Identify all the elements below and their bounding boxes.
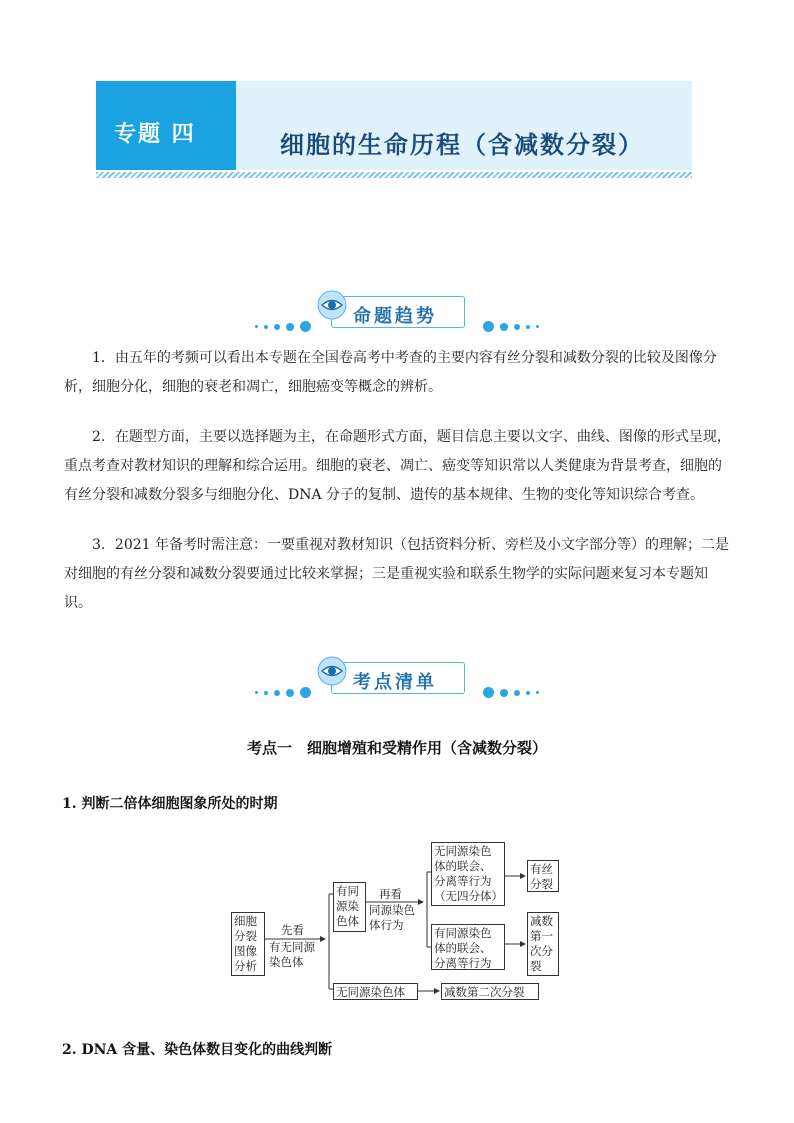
decorative-dots-right <box>483 682 545 701</box>
label-then-look: 再看 <box>379 887 402 901</box>
kaodian-title: 考点一 细胞增殖和受精作用（含减数分裂） <box>246 739 547 757</box>
section-heading-checklist <box>255 656 545 700</box>
node-mitosis: 有丝分裂 <box>527 860 559 892</box>
trend-paragraph-3: 3．2021 年备考时需注意：一要重视对教材知识（包括资料分析、旁栏及小文字部分等）的理解；二是对细胞的有丝分裂和减数分裂要通过比较来掌握；三是重视实验和联系生物学的实际问题来复习本专题知识。 <box>64 537 729 611</box>
section-label: 考点清单 <box>353 672 437 693</box>
eye-icon <box>317 290 347 320</box>
sub-heading-cell-phase: 1. 判断二倍体细胞图象所处的时期 <box>62 796 278 812</box>
node-start: 细胞分裂图像分析 <box>231 912 265 976</box>
section-heading-trend <box>255 290 545 334</box>
eye-icon <box>317 656 347 686</box>
banner-stripe-divider <box>96 172 692 178</box>
node-meiosis-1: 减数第一次分裂 <box>527 912 559 976</box>
node-has-synapsis: 有同源染色体的联会、分离等行为 <box>431 924 505 970</box>
chapter-banner <box>96 81 692 170</box>
chapter-title: 细胞的生命历程（含减数分裂） <box>280 130 644 159</box>
trend-paragraph-1: 1．由五年的考频可以看出本专题在全国卷高考中考查的主要内容有丝分裂和减数分裂的比较及图像分析，细胞分化，细胞的衰老和凋亡，细胞癌变等概念的辨析。 <box>64 350 717 395</box>
node-no-synapsis: 无同源染色体的联会、分离等行为（无四分体） <box>431 842 505 906</box>
node-has-homolog: 有同源染色体 <box>333 882 366 932</box>
decorative-dots-left <box>255 316 317 335</box>
label-homolog-behavior: 同源染色体行为 <box>369 903 415 932</box>
label-first-look: 先看 <box>281 923 304 937</box>
node-no-homolog: 无同源染色体 <box>333 983 418 1000</box>
sub-heading-dna-curve: 2. DNA 含量、染色体数目变化的曲线判断 <box>62 1042 333 1058</box>
section-label: 命题趋势 <box>353 306 437 327</box>
node-meiosis-2: 减数第二次分裂 <box>441 983 539 1000</box>
chapter-tag-block <box>96 81 236 170</box>
trend-paragraph-2: 2．在题型方面，主要以选择题为主，在命题形式方面，题目信息主要以文字、曲线、图像的形式呈现，重点考查对教材知识的理解和综合运用。细胞的衰老、凋亡、癌变等知识常以人类健康为背景考查，细胞的有丝分裂和减数分裂多与细胞分化、DNA 分子的复制、遗传的基本规律、生物的变化等知识综合考查。 <box>64 429 731 503</box>
label-has-homolog-question: 有无同源染色体 <box>269 940 315 969</box>
decorative-dots-right <box>483 316 545 335</box>
chapter-tag: 专题 四 <box>114 121 196 147</box>
cell-division-flowchart <box>225 832 565 1002</box>
decorative-dots-left <box>255 682 317 701</box>
